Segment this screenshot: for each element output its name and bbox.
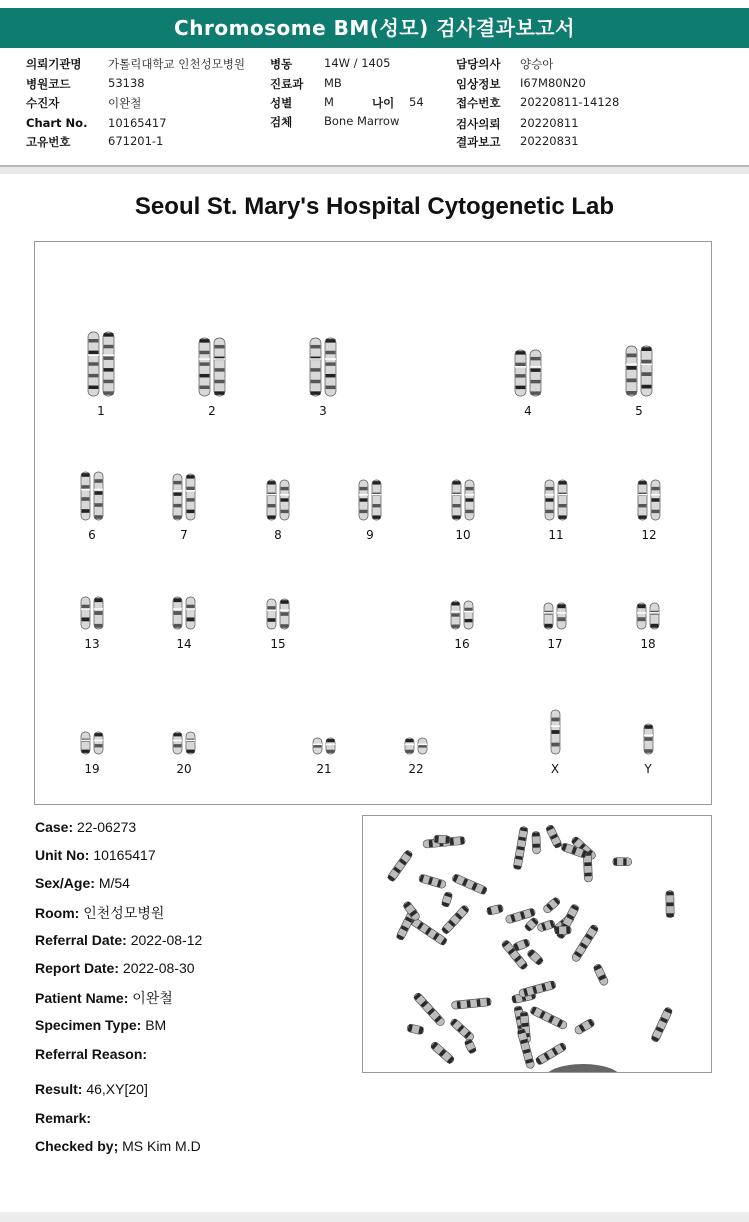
metaphase-chromosome xyxy=(650,1006,673,1042)
detail-result: Result: 46,XY[20] xyxy=(35,1081,148,1097)
chromosome-pair-X xyxy=(548,708,563,756)
chromosome-pair-9 xyxy=(356,478,384,522)
info-value-report-date: 20220831 xyxy=(520,134,579,148)
metaphase-chromosome xyxy=(449,1017,475,1042)
metaphase-chromosome xyxy=(433,835,450,844)
info-label-specimen: 검체 xyxy=(270,115,293,129)
detail-checked-by: Checked by; MS Kim M.D xyxy=(35,1138,201,1154)
info-value-sex: M xyxy=(324,95,334,109)
chromosome-label-X: X xyxy=(550,762,560,776)
metaphase-chromosome xyxy=(518,980,556,998)
metaphase-chromosome xyxy=(666,890,674,917)
metaphase-chromosome xyxy=(451,998,491,1010)
info-label-receipt-no: 접수번호 xyxy=(456,96,501,110)
metaphase-chromosome xyxy=(537,919,556,932)
chromosome-label-13: 13 xyxy=(84,637,100,651)
metaphase-chromosome xyxy=(430,1041,456,1065)
info-value-unique-no: 671201-1 xyxy=(108,134,164,148)
chromosome-label-15: 15 xyxy=(270,637,286,651)
metaphase-spread-graphic xyxy=(363,816,711,1072)
info-value-request-date: 20220811 xyxy=(520,116,579,130)
chromosome-pair-14 xyxy=(170,595,198,631)
patient-info-section xyxy=(0,50,749,165)
metaphase-chromosome xyxy=(573,1018,595,1035)
info-label-chart-no: Chart No. xyxy=(26,116,88,130)
metaphase-chromosome xyxy=(526,948,544,966)
report-title-bar xyxy=(0,8,749,48)
metaphase-chromosome xyxy=(486,904,504,916)
info-value-department: MB xyxy=(324,76,342,90)
chromosome-pair-2 xyxy=(196,336,228,398)
info-label-unique-no: 고유번호 xyxy=(26,135,71,149)
info-label-age: 나이 xyxy=(372,96,395,110)
info-value-institution: 가톨릭대학교 인천성모병원 xyxy=(108,57,245,71)
detail-case: Case: 22-06273 xyxy=(35,819,137,835)
metaphase-image xyxy=(362,815,712,1073)
info-label-report-date: 결과보고 xyxy=(456,135,501,149)
detail-remark: Remark: xyxy=(35,1110,92,1126)
chromosome-pair-15 xyxy=(264,597,292,631)
chromosome-label-14: 14 xyxy=(176,637,192,651)
detail-room: Room: 인천성모병원 xyxy=(35,905,165,921)
metaphase-chromosome xyxy=(524,916,540,932)
metaphase-chromosome xyxy=(535,1042,568,1066)
chromosome-label-19: 19 xyxy=(84,762,100,776)
info-label-request-date: 검사의뢰 xyxy=(456,117,501,131)
info-label-sex: 성별 xyxy=(270,96,293,110)
info-label-hospital-code: 병원코드 xyxy=(26,77,71,91)
chromosome-label-12: 12 xyxy=(641,528,657,542)
metaphase-chromosome xyxy=(542,896,561,914)
chromosome-pair-16 xyxy=(448,599,476,631)
metaphase-chromosome xyxy=(532,831,541,854)
info-value-hospital-code: 53138 xyxy=(108,76,145,90)
chromosome-label-9: 9 xyxy=(366,528,374,542)
chromosome-label-2: 2 xyxy=(208,404,216,418)
metaphase-chromosome xyxy=(593,963,610,986)
detail-unit-no: Unit No: 10165417 xyxy=(35,847,156,863)
info-value-receipt-no: 20220811-14128 xyxy=(520,95,620,109)
chromosome-label-5: 5 xyxy=(635,404,643,418)
info-value-specimen: Bone Marrow xyxy=(324,114,400,128)
info-value-clinical: I67M80N20 xyxy=(520,76,586,90)
detail-report-date: Report Date: 2022-08-30 xyxy=(35,960,195,976)
chromosome-label-11: 11 xyxy=(548,528,564,542)
karyogram-panel xyxy=(34,241,712,805)
chromosome-label-3: 3 xyxy=(319,404,327,418)
chromosome-label-8: 8 xyxy=(274,528,282,542)
chromosome-pair-21 xyxy=(310,736,338,756)
chromosome-label-18: 18 xyxy=(640,637,656,651)
metaphase-chromosome xyxy=(517,1028,535,1069)
info-value-doctor: 양승아 xyxy=(520,57,554,71)
info-label-ward: 병동 xyxy=(270,57,293,71)
metaphase-chromosome xyxy=(513,826,528,870)
chromosome-pair-1 xyxy=(85,330,117,398)
metaphase-chromosome xyxy=(529,1006,568,1031)
chromosome-pair-13 xyxy=(78,595,106,631)
info-label-clinical: 임상정보 xyxy=(456,77,501,91)
chromosome-label-20: 20 xyxy=(176,762,192,776)
report-title: Chromosome BM(성모) 검사결과보고서 xyxy=(174,16,575,40)
info-label-institution: 의뢰기관명 xyxy=(26,57,82,71)
chromosome-pair-8 xyxy=(264,478,292,522)
detail-referral-date: Referral Date: 2022-08-12 xyxy=(35,932,203,948)
info-value-patient: 이완철 xyxy=(108,96,142,110)
lab-title: Seoul St. Mary's Hospital Cytogenetic Lab xyxy=(134,193,615,220)
metaphase-chromosome xyxy=(441,891,453,908)
chromosome-label-4: 4 xyxy=(524,404,532,418)
chromosome-label-21: 21 xyxy=(316,762,332,776)
metaphase-chromosome xyxy=(613,858,632,866)
bottom-band xyxy=(0,1212,749,1222)
chromosome-pair-5 xyxy=(623,344,655,398)
chromosome-pair-17 xyxy=(541,601,569,631)
chromosome-pair-12 xyxy=(635,478,663,522)
info-value-ward: 14W / 1405 xyxy=(324,56,391,70)
separator-band xyxy=(0,167,749,174)
chromosome-pair-10 xyxy=(449,478,477,522)
metaphase-chromosome xyxy=(413,992,446,1028)
info-value-chart-no: 10165417 xyxy=(108,116,167,130)
chromosome-pair-22 xyxy=(402,736,430,756)
nucleus-fragment xyxy=(545,1064,621,1072)
metaphase-chromosome xyxy=(451,873,487,895)
chromosome-pair-6 xyxy=(78,470,106,522)
info-label-patient: 수진자 xyxy=(26,96,60,110)
chromosome-label-22: 22 xyxy=(408,762,424,776)
metaphase-chromosome xyxy=(387,849,414,882)
chromosome-pair-3 xyxy=(307,336,339,398)
metaphase-chromosome xyxy=(545,824,562,849)
info-label-doctor: 담당의사 xyxy=(456,57,501,71)
metaphase-chromosome xyxy=(554,926,571,934)
chromosome-pair-7 xyxy=(170,472,198,522)
chromosome-label-10: 10 xyxy=(455,528,471,542)
chromosome-label-1: 1 xyxy=(97,404,105,418)
metaphase-chromosome xyxy=(418,874,447,889)
chromosome-label-Y: Y xyxy=(644,762,652,776)
chromosome-pair-Y xyxy=(641,722,656,756)
info-value-age: 54 xyxy=(409,95,424,109)
metaphase-chromosome xyxy=(441,904,470,935)
info-label-department: 진료과 xyxy=(270,77,304,91)
chromosome-label-17: 17 xyxy=(547,637,563,651)
detail-referral-reason: Referral Reason: xyxy=(35,1046,148,1062)
chromosome-label-16: 16 xyxy=(454,637,470,651)
detail-sex-age: Sex/Age: M/54 xyxy=(35,875,130,891)
metaphase-chromosome xyxy=(464,1038,477,1054)
metaphase-chromosome xyxy=(571,924,600,963)
detail-specimen-type: Specimen Type: BM xyxy=(35,1017,167,1033)
chromosome-label-7: 7 xyxy=(180,528,188,542)
chromosome-pair-11 xyxy=(542,478,570,522)
detail-patient-name: Patient Name: 이완철 xyxy=(35,990,173,1006)
chromosome-label-6: 6 xyxy=(88,528,96,542)
chromosome-pair-4 xyxy=(512,348,544,398)
metaphase-chromosome xyxy=(406,1024,424,1035)
chromosome-pair-18 xyxy=(634,601,662,631)
chromosome-pair-19 xyxy=(78,730,106,756)
chromosome-pair-20 xyxy=(170,730,198,756)
